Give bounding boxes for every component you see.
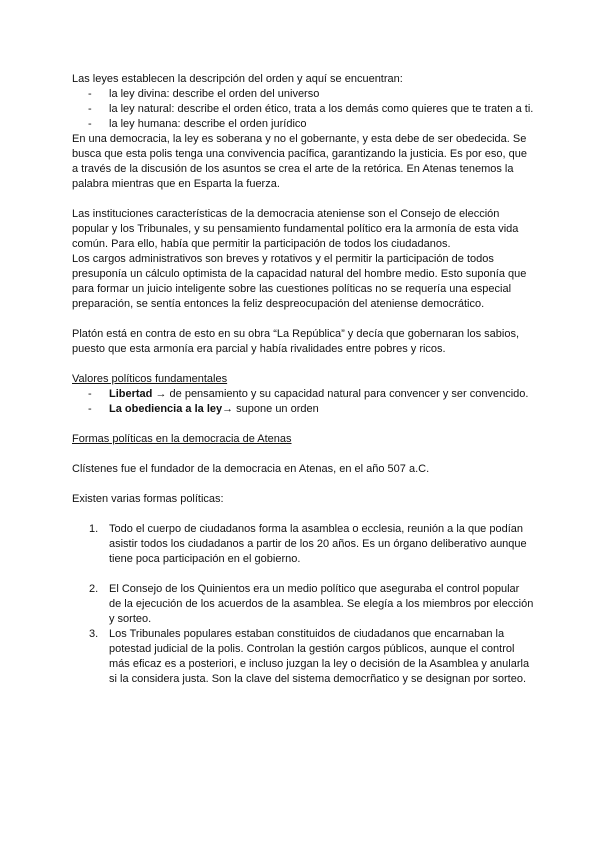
list-item: - Libertad → de pensamiento y su capacidad natural para convencer y ser convencido. [88, 388, 529, 400]
value-term: Libertad [109, 388, 153, 400]
list-item: - La obediencia a la ley→ supone un orden [88, 403, 319, 415]
values-list [72, 387, 534, 417]
founder-paragraph: Clístenes fue el fundador de la democracia en Atenas, en el año 507 a.C. [72, 463, 430, 475]
list-item: - la ley natural: describe el orden ético, trata a los demás como quieres que te traten a ti. [88, 103, 534, 115]
arrow-symbol: → [152, 388, 170, 400]
laws-list [72, 87, 534, 132]
value-term: La obediencia a la ley [109, 403, 223, 415]
arrow-symbol: → [222, 403, 237, 415]
forms-lead: Existen varias formas políticas: [72, 493, 224, 505]
forms-list [72, 522, 534, 687]
list-item: 2. El Consejo de los Quinientos era un medio político que aseguraba el control popular de la ejecución de los acuerdos de la asamblea. Se elegía a los miembros por elección y sorteo. [89, 583, 534, 625]
administrative-paragraph: Los cargos administrativos son breves y rotativos y el permitir la participación de todos presuponía un cálculo optimista de la capacidad natural del hombre medio. Esto suponía que para formar un juicio inteligente sobre las cuestiones políticas no se requería una especial preparación, se sentía entonces la feliz despreocupación del ateniense democrático. [72, 253, 527, 310]
values-heading: Valores políticos fundamentales [72, 373, 228, 385]
forms-heading: Formas políticas en la democracia de Atenas [72, 433, 292, 445]
list-item: - la ley humana: describe el orden jurídico [88, 118, 307, 130]
laws-intro: Las leyes establecen la descripción del orden y aquí se encuentran: [72, 73, 403, 85]
plato-paragraph: Platón está en contra de esto en su obra “La República” y decía que gobernaran los sabios, puesto que esta armonía era parcial y había rivalidades entre pobres y ricos. [72, 328, 520, 355]
document-body [72, 72, 534, 687]
list-item: 1. Todo el cuerpo de ciudadanos forma la asamblea o ecclesia, reunión a la que podían asistir todos los ciudadanos a partir de los 20 años. Es un órgano deliberativo aunque tiene poca participación en el gobierno. [89, 523, 527, 565]
list-item: - la ley divina: describe el orden del universo [88, 88, 320, 100]
democracy-paragraph: En una democracia, la ley es soberana y no el gobernante, y esta debe de ser obedecida. Se busca que esta polis tenga una convivencia pacífica, garantizando la justicia. Es por eso, que a través de la discusión de los asuntos se crea el arte de la retórica. En Atenas tenemos la palabra mientras que en Esparta la fuerza. [72, 133, 527, 190]
list-item: 3. Los Tribunales populares estaban constituidos de ciudadanos que encarnaban la potestad judicial de la polis. Controlan la gestión cargos públicos, aunque el control más eficaz es a posteriori, e incluso juzgan la ley o decisión de la Asamblea y anularla si la considera justa. Son la clave del sistema democrñatico y se designan por sorteo. [89, 628, 530, 685]
institutions-paragraph: Las instituciones características de la democracia ateniense son el Consejo de elección popular y los Tribunales, y su pensamiento fundamental político era la armonía de esta vida común. Para ello, había que permitir la participación de todos los ciudadanos. [72, 208, 519, 250]
